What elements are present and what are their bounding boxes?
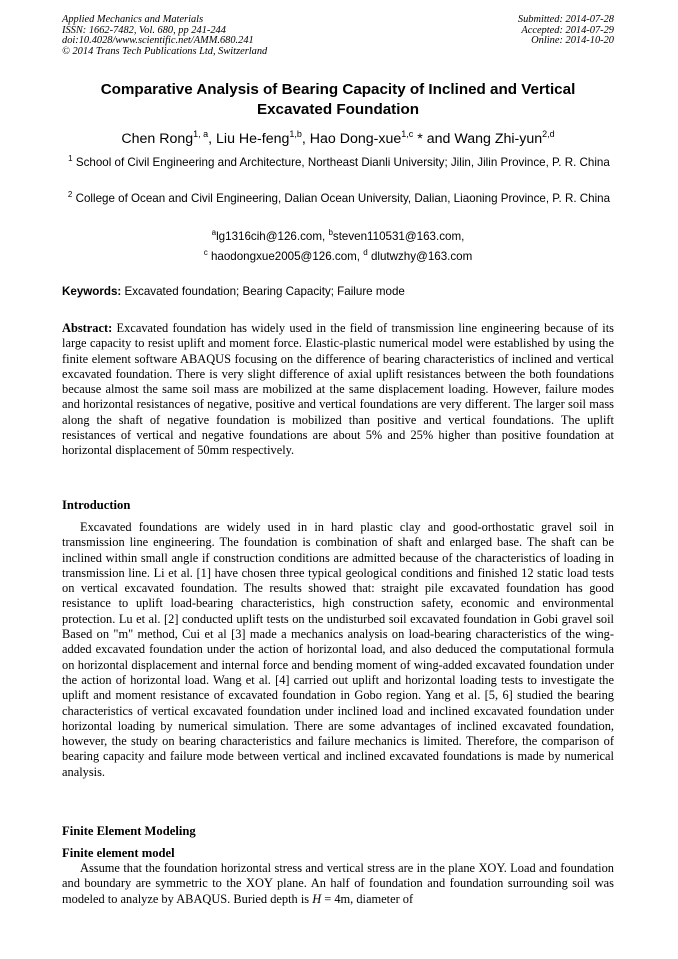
author-affil-mark: 1, a [193, 129, 209, 139]
fem-subheading: Finite element model [62, 846, 175, 860]
online-date: Online: 2014-10-20 [531, 35, 614, 47]
journal-header-left [62, 15, 267, 57]
paper-title: Comparative Analysis of Bearing Capacity of Inclined and Vertical Excavated Foundation [100, 81, 576, 118]
abstract-text: Excavated foundation has widely used in the field of transmission line engineering because of its large capacity to resist uplift and moment force. Elastic-plastic numerical model were established by using the finite element software ABAQUS focusing on the difference of bearing characteristics of inclined and vertical excavated foundation. There is very slight difference of axial uplift resistances between the both foundations because almost the same soil mass are mobilized at the same displacement loading. However, failure modes and horizontal resistances of negative, positive and vertical foundations are very different. The larger soil mass along the shaft of negative foundation is mobilized than positive and vertical foundations. The uplift resistances of vertical and negative foundations are about 5% and 25% higher than positive foundation at horizontal displacement of 50mm respectively. [62, 321, 614, 458]
email-line-1 [62, 229, 614, 244]
author-separator: * and [413, 131, 455, 147]
affiliation-mark: 1 [68, 154, 73, 163]
email-mark: c [203, 248, 208, 257]
author-name: Chen Rong [121, 131, 194, 147]
author-affil-mark: 1,c [401, 129, 414, 139]
abstract-label: Abstract: [62, 321, 113, 335]
author-affil-mark: 2,d [542, 129, 555, 139]
journal-copyright: © 2014 Trans Tech Publications Ltd, Switzerland [62, 45, 268, 57]
author-name: Liu He-feng [216, 131, 290, 147]
email-mark: a [211, 228, 217, 237]
email-a[interactable]: lg1316cih@126.com, [216, 230, 329, 243]
introduction-heading: Introduction [62, 498, 131, 512]
journal-doi: doi:10.4028/www.scientific.net/AMM.680.241 [62, 35, 254, 47]
affiliation-2 [62, 191, 616, 206]
email-mark: b [328, 228, 333, 237]
introduction-paragraph: Excavated foundations are widely used in in hard plastic clay and good-orthostatic gravel soil in transmission line engineering. The foundation is combination of shaft and enlarged base. The shaft can be inclined within small angle if construction conditions are admitted because of the characteristics of loading in transmission line. Li et al. [1] have chosen three typical geological conditions and finished 12 static load tests on vertical excavated foundation. The results showed that: straight pile excavated foundation has good resistance to uplift load-bearing characteristics, high construction safety, economic and environmental protection. Lu et al. [2] conducted uplift tests on the undisturbed soil excavated foundation in Gobi gravel soil Based on "m" method, Cui et al [3] made a mechanics analysis on load-bearing characteristics of the wing-added excavated foundation under the action of horizontal load, and also deduced the computational formula on horizontal displacement and internal force and bending moment of wing-added excavated foundation under the action of horizontal load. Wang et al. [4] carried out uplift and horizontal loading tests to investigate the uplift and moment resistance of excavated foundation in Gobo region. Yang et al. [5, 6] studied the bearing characteristics of vertical excavated foundation under inclined load and inclined excavated foundation under horizontal loading by numerical simulation. There are some advantages of inclined excavated foundation, however, the study on bearing characteristics and failure mechanics is limited. Therefore, the comparison of bearing capacity and failure mode between vertical and inclined excavated foundations is made by numerical analysis. [62, 520, 614, 779]
author-affil-mark: 1,b [289, 129, 302, 139]
author-separator: , [208, 131, 217, 147]
fem-text-b: = 4m, diameter of [321, 891, 414, 906]
email-b[interactable]: steven110531@163.com, [332, 230, 465, 243]
affiliation-mark: 2 [67, 190, 73, 199]
journal-issn: ISSN: 1662-7482, Vol. 680, pp 241-244 [62, 24, 226, 36]
fem-var-h: H [312, 891, 322, 906]
author-name: Hao Dong-xue [309, 131, 402, 147]
email-c[interactable]: haodongxue2005@126.com, [210, 250, 364, 263]
keywords [62, 284, 616, 299]
email-d[interactable]: dlutwzhy@163.com [370, 250, 473, 263]
journal-header-right [518, 15, 614, 47]
email-line-2 [62, 249, 614, 264]
email-mark: d [363, 248, 368, 257]
accepted-date: Accepted: 2014-07-29 [521, 24, 614, 36]
keywords-text: Excavated foundation; Bearing Capacity; Failure mode [121, 285, 405, 298]
author-list [62, 130, 614, 148]
fem-paragraph [62, 861, 614, 907]
fem-text-a: Assume that the foundation horizontal stress and vertical stress are in the plane XOY. Load and foundation and boundary are symmetric to the XOY plane. An half of foundation and foundation surrounding soil was modeled to analyze by ABAQUS. Buried depth is [62, 861, 614, 906]
submitted-date: Submitted: 2014-07-28 [517, 14, 614, 25]
affiliation-text: School of Civil Engineering and Architecture, Northeast Dianli University; Jilin, Jilin Province, P. R. China [75, 156, 610, 169]
journal-name: Applied Mechanics and Materials [62, 14, 204, 25]
author-name: Wang Zhi-yun [454, 131, 543, 147]
affiliation-text: College of Ocean and Civil Engineering, Dalian Ocean University, Dalian, Liaoning Province, P. R. China [75, 192, 611, 205]
affiliation-1 [62, 155, 616, 170]
fem-heading: Finite Element Modeling [62, 824, 196, 838]
author-separator: , [301, 131, 310, 147]
keywords-label: Keywords: [62, 285, 122, 298]
abstract [62, 321, 614, 459]
